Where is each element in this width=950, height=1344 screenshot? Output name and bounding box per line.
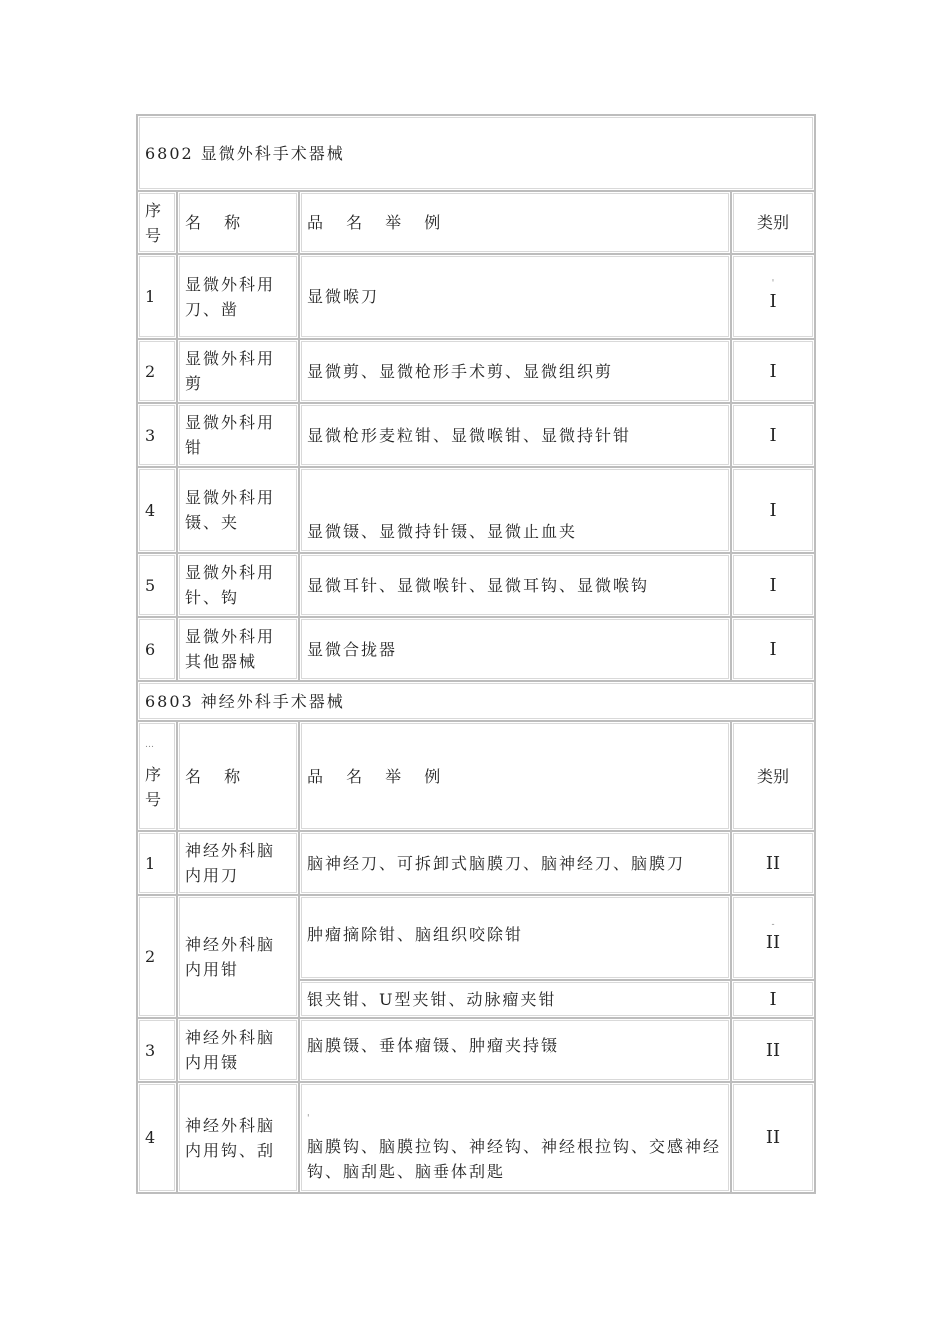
row-number: 2: [137, 339, 177, 403]
header-category: 类别: [731, 721, 815, 831]
row-category-value: II: [765, 932, 781, 953]
header-category: 类别: [731, 191, 815, 254]
table-row: [137, 339, 815, 403]
table-row: [137, 1082, 815, 1193]
row-name: 显微外科用刀、凿: [177, 254, 299, 339]
row-name: 显微外科用钳: [177, 403, 299, 467]
row-number: 4: [137, 467, 177, 553]
row-examples: 显微合拢器: [299, 617, 731, 681]
section-title-row: [137, 681, 815, 721]
header-seq: [137, 721, 177, 831]
header-examples: 品 名 举 例: [299, 191, 731, 254]
section-title-row: [137, 115, 815, 191]
header-seq-line1: 序: [145, 765, 164, 784]
header-seq-mark: …: [145, 740, 156, 750]
row-category: I: [731, 403, 815, 467]
row-category: II: [731, 1082, 815, 1193]
row-category: II: [731, 831, 815, 895]
header-name: 名 称: [177, 191, 299, 254]
table-header-row: [137, 191, 815, 254]
row-name: 神经外科脑内用镊: [177, 1018, 299, 1082]
table-row: [137, 254, 815, 339]
row-name: 神经外科脑内用钩、刮: [177, 1082, 299, 1193]
device-classification-table: [136, 114, 816, 1194]
row-examples: 显微枪形麦粒钳、显微喉钳、显微持针钳: [299, 403, 731, 467]
row-number: 3: [137, 1018, 177, 1082]
row-name: 显微外科用针、钩: [177, 553, 299, 617]
row-mark: -: [771, 920, 775, 930]
row-number: 6: [137, 617, 177, 681]
row-examples: 脑神经刀、可拆卸式脑膜刀、脑神经刀、脑膜刀: [299, 831, 731, 895]
row-examples: 显微剪、显微枪形手术剪、显微组织剪: [299, 339, 731, 403]
row-number: 5: [137, 553, 177, 617]
row-category: I: [731, 980, 815, 1018]
row-mark: ': [771, 279, 775, 289]
row-category: I: [731, 467, 815, 553]
section-title: 6803 神经外科手术器械: [137, 681, 815, 721]
row-name: 显微外科用镊、夹: [177, 467, 299, 553]
row-examples: 银夹钳、U型夹钳、动脉瘤夹钳: [299, 980, 731, 1018]
row-examples: [299, 467, 731, 553]
row-number: 2: [137, 895, 177, 1018]
row-category-value: I: [769, 291, 777, 312]
row-name: 神经外科脑内用钳: [177, 895, 299, 1018]
table-row: [137, 617, 815, 681]
table-row: [137, 831, 815, 895]
table-row: [137, 895, 815, 980]
row-examples: 脑膜镊、垂体瘤镊、肿瘤夹持镊: [299, 1018, 731, 1082]
row-category: I: [731, 553, 815, 617]
table-row: [137, 553, 815, 617]
header-seq-line2: 号: [145, 790, 164, 809]
row-number: 1: [137, 254, 177, 339]
row-number: 4: [137, 1082, 177, 1193]
row-examples: 肿瘤摘除钳、脑组织咬除钳: [299, 895, 731, 980]
row-mark: ': [307, 1114, 312, 1124]
row-number: 1: [137, 831, 177, 895]
row-category: [731, 254, 815, 339]
table-row: [137, 403, 815, 467]
row-name: 显微外科用剪: [177, 339, 299, 403]
row-examples-text: 脑膜钩、脑膜拉钩、神经钩、神经根拉钩、交感神经钩、脑刮匙、脑垂体刮匙: [307, 1137, 722, 1181]
table-row: [137, 467, 815, 553]
header-seq-line1: 序: [145, 200, 164, 220]
row-examples: 显微喉刀: [299, 254, 731, 339]
table-header-row: [137, 721, 815, 831]
row-number: 3: [137, 403, 177, 467]
header-seq: [137, 191, 177, 254]
row-category: I: [731, 339, 815, 403]
section-title: 6802 显微外科手术器械: [137, 115, 815, 191]
row-name: 显微外科用其他器械: [177, 617, 299, 681]
row-examples-text: 显微镊、显微持针镊、显微止血夹: [307, 522, 578, 541]
header-examples: 品 名 举 例: [299, 721, 731, 831]
table-row: [137, 1018, 815, 1082]
header-name: 名 称: [177, 721, 299, 831]
row-category: [731, 895, 815, 980]
header-seq-line2: 号: [145, 225, 164, 245]
row-name: 神经外科脑内用刀: [177, 831, 299, 895]
row-category: I: [731, 617, 815, 681]
row-examples: 显微耳针、显微喉针、显微耳钩、显微喉钩: [299, 553, 731, 617]
row-examples: [299, 1082, 731, 1193]
row-category: II: [731, 1018, 815, 1082]
